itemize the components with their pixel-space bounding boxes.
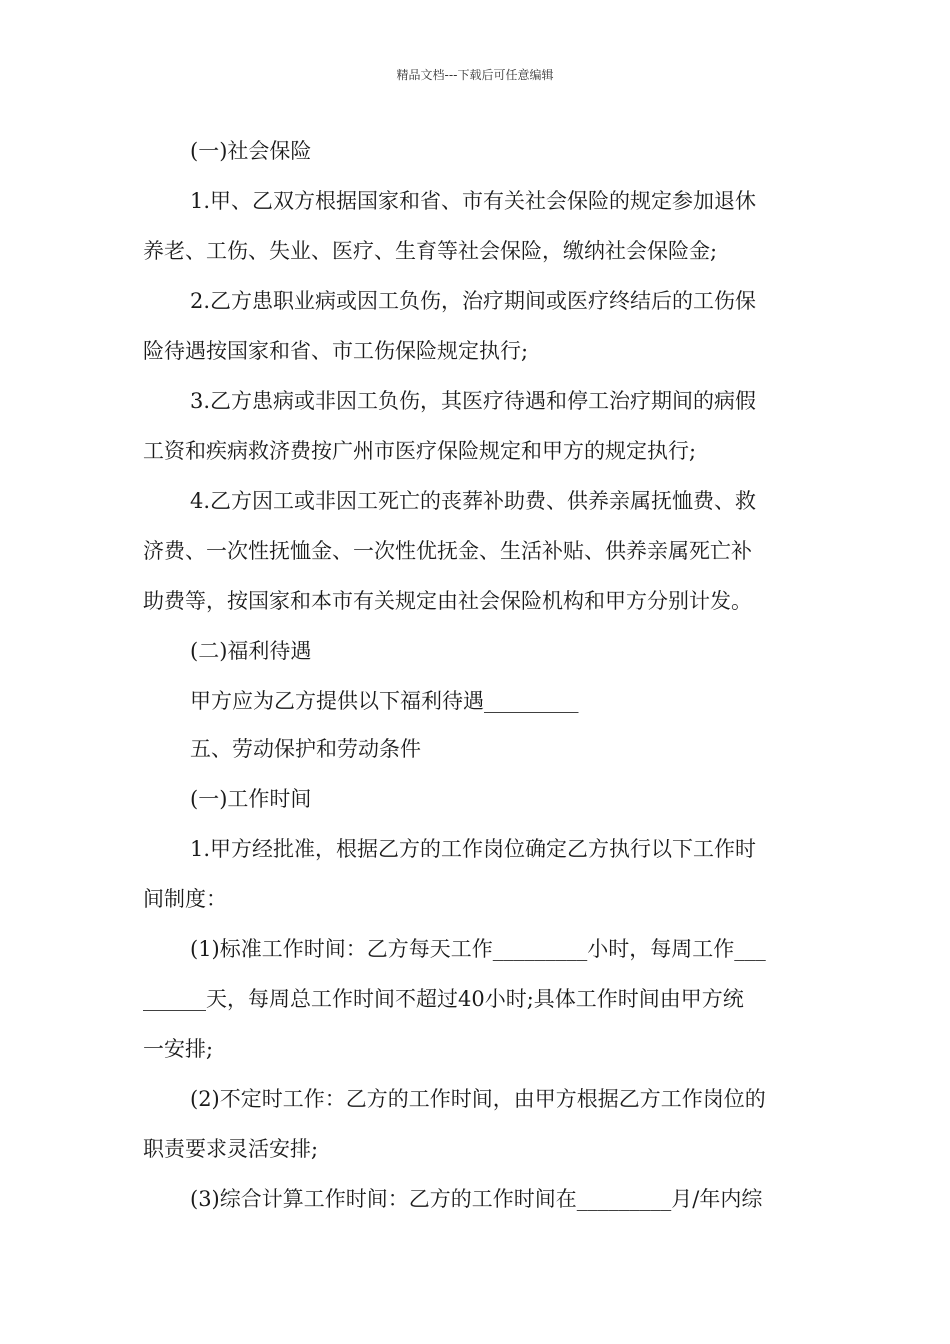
text-line: 一安排; [143, 1037, 214, 1061]
text-line: 1.甲方经批准，根据乙方的工作岗位确定乙方执行以下工作时 [190, 837, 757, 861]
text-line: 2.乙方患职业病或因工负伤，治疗期间或医疗终结后的工伤保 [190, 289, 757, 313]
text-line: (二)福利待遇 [190, 639, 312, 663]
text-line: 3.乙方患病或非因工负伤，其医疗待遇和停工治疗期间的病假 [190, 389, 757, 413]
text-line: 养老、工伤、失业、医疗、生育等社会保险，缴纳社会保险金; [143, 239, 718, 263]
text-line: (1)标准工作时间：乙方每天工作_________小时，每周工作___ [190, 937, 766, 961]
text-line: 职责要求灵活安排; [143, 1137, 319, 1161]
text-line: 五、劳动保护和劳动条件 [190, 737, 421, 761]
text-line: (一)工作时间 [190, 787, 312, 811]
text-line: (一)社会保险 [190, 139, 312, 163]
text-line: 济费、一次性抚恤金、一次性优抚金、生活补贴、供养亲属死亡补 [143, 539, 752, 563]
text-line: 助费等，按国家和本市有关规定由社会保险机构和甲方分别计发。 [143, 589, 752, 613]
text-line: 甲方应为乙方提供以下福利待遇_________ [190, 689, 579, 713]
page-header: 精品文档---下载后可任意编辑 [396, 68, 554, 82]
text-line: 1.甲、乙双方根据国家和省、市有关社会保险的规定参加退休 [190, 189, 757, 213]
text-line: (3)综合计算工作时间：乙方的工作时间在_________月/年内综 [190, 1187, 763, 1211]
text-line: ______天，每周总工作时间不超过40小时;具体工作时间由甲方统 [143, 987, 744, 1011]
text-line: 工资和疾病救济费按广州市医疗保险规定和甲方的规定执行; [143, 439, 697, 463]
text-line: (2)不定时工作：乙方的工作时间，由甲方根据乙方工作岗位的 [190, 1087, 766, 1111]
text-line: 间制度： [143, 887, 227, 911]
text-line: 4.乙方因工或非因工死亡的丧葬补助费、供养亲属抚恤费、救 [190, 489, 757, 513]
text-line: 险待遇按国家和省、市工伤保险规定执行; [143, 339, 529, 363]
